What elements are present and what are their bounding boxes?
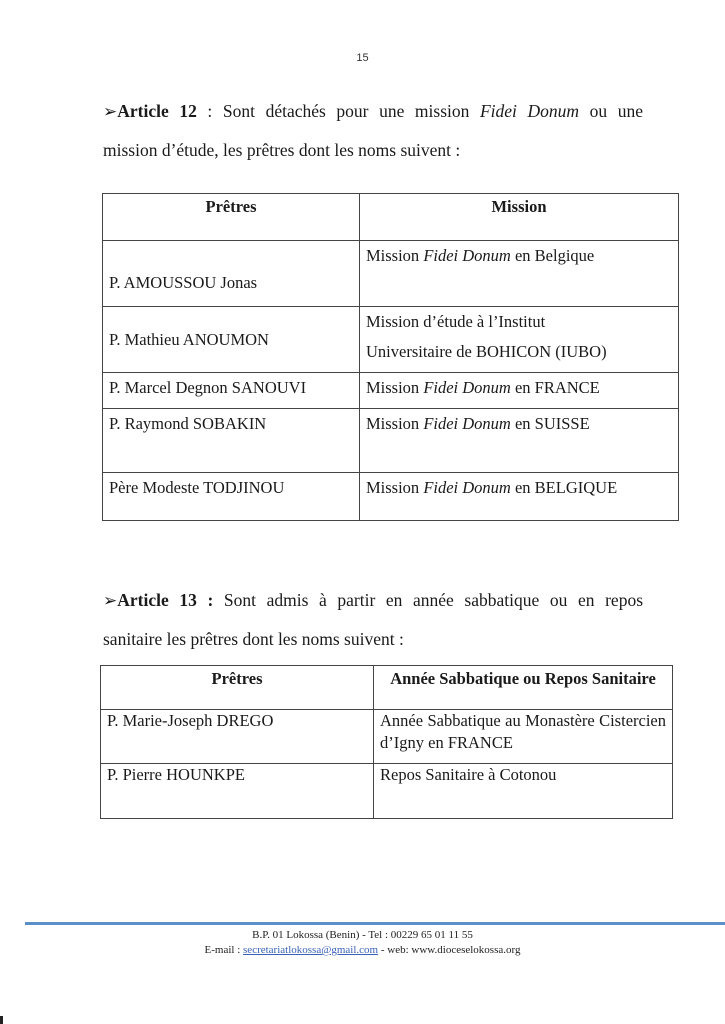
article-13-label: Article 13 : xyxy=(117,590,214,610)
text: mission d’étude, les prêtres dont les noms suivent : xyxy=(103,140,461,160)
sabbatical-cell: Repos Sanitaire à Cotonou xyxy=(374,764,673,819)
email-link[interactable]: secretariatlokossa@gmail.com xyxy=(243,944,379,956)
mission-cell: Mission d’étude à l’Institut Universitaire de BOHICON (IUBO) xyxy=(360,307,679,373)
separator: : xyxy=(196,101,223,121)
missions-table xyxy=(102,193,679,521)
arrow-bullet-icon: ➢ xyxy=(103,102,118,121)
priest-name: Père Modeste TODJINOU xyxy=(103,473,360,521)
priest-name: P. Marcel Degnon SANOUVI xyxy=(103,373,360,409)
sabbatical-cell: Année Sabbatique au Monastère Cistercien d’Igny en FRANCE xyxy=(374,710,673,764)
text: ou une xyxy=(579,101,643,121)
footer xyxy=(0,928,725,958)
header-pretres: Prêtres xyxy=(103,194,360,241)
mission-cell: Mission Fidei Donum en BELGIQUE xyxy=(360,473,679,521)
table-row xyxy=(103,307,679,373)
table-row xyxy=(101,710,673,764)
mission-cell: Mission Fidei Donum en Belgique xyxy=(360,241,679,307)
mission-cell: Mission Fidei Donum en FRANCE xyxy=(360,373,679,409)
page-number: 15 xyxy=(356,52,369,64)
table-row xyxy=(103,241,679,307)
sabbatical-table xyxy=(100,665,673,819)
footer-contact xyxy=(0,943,725,958)
scan-mark xyxy=(0,1016,3,1024)
header-pretres: Prêtres xyxy=(101,666,374,710)
table-header-row xyxy=(103,194,679,241)
table-header-row xyxy=(101,666,673,710)
header-mission: Mission xyxy=(360,194,679,241)
priest-name: P. Raymond SOBAKIN xyxy=(103,409,360,473)
article-13-paragraph xyxy=(103,581,643,659)
email-label: E-mail : xyxy=(204,944,244,956)
header-sabbatique: Année Sabbatique ou Repos Sanitaire xyxy=(374,666,673,710)
priest-name: P. AMOUSSOU Jonas xyxy=(103,241,360,307)
footer-rule xyxy=(25,922,725,925)
table-row xyxy=(101,764,673,819)
table-row xyxy=(103,373,679,409)
priest-name: P. Marie-Joseph DREGO xyxy=(101,710,374,764)
article-12-paragraph xyxy=(103,92,643,170)
italic-text: Fidei Donum xyxy=(479,101,580,121)
table-row xyxy=(103,409,679,473)
mission-cell: Mission Fidei Donum en SUISSE xyxy=(360,409,679,473)
priest-name: P. Mathieu ANOUMON xyxy=(103,307,360,373)
priest-name: P. Pierre HOUNKPE xyxy=(101,764,374,819)
arrow-bullet-icon: ➢ xyxy=(103,591,118,610)
web-text: - web: www.dioceselokossa.org xyxy=(378,944,521,956)
text: Sont admis à partir en année sabbatique ou en repos xyxy=(213,590,644,610)
table-row xyxy=(103,473,679,521)
text: Sont détachés pour une mission xyxy=(222,101,480,121)
text: sanitaire les prêtres dont les noms suivent : xyxy=(103,629,404,649)
footer-address: B.P. 01 Lokossa (Benin) - Tel : 00229 65 01 11 55 xyxy=(252,929,473,941)
article-12-label: Article 12 xyxy=(117,101,197,121)
